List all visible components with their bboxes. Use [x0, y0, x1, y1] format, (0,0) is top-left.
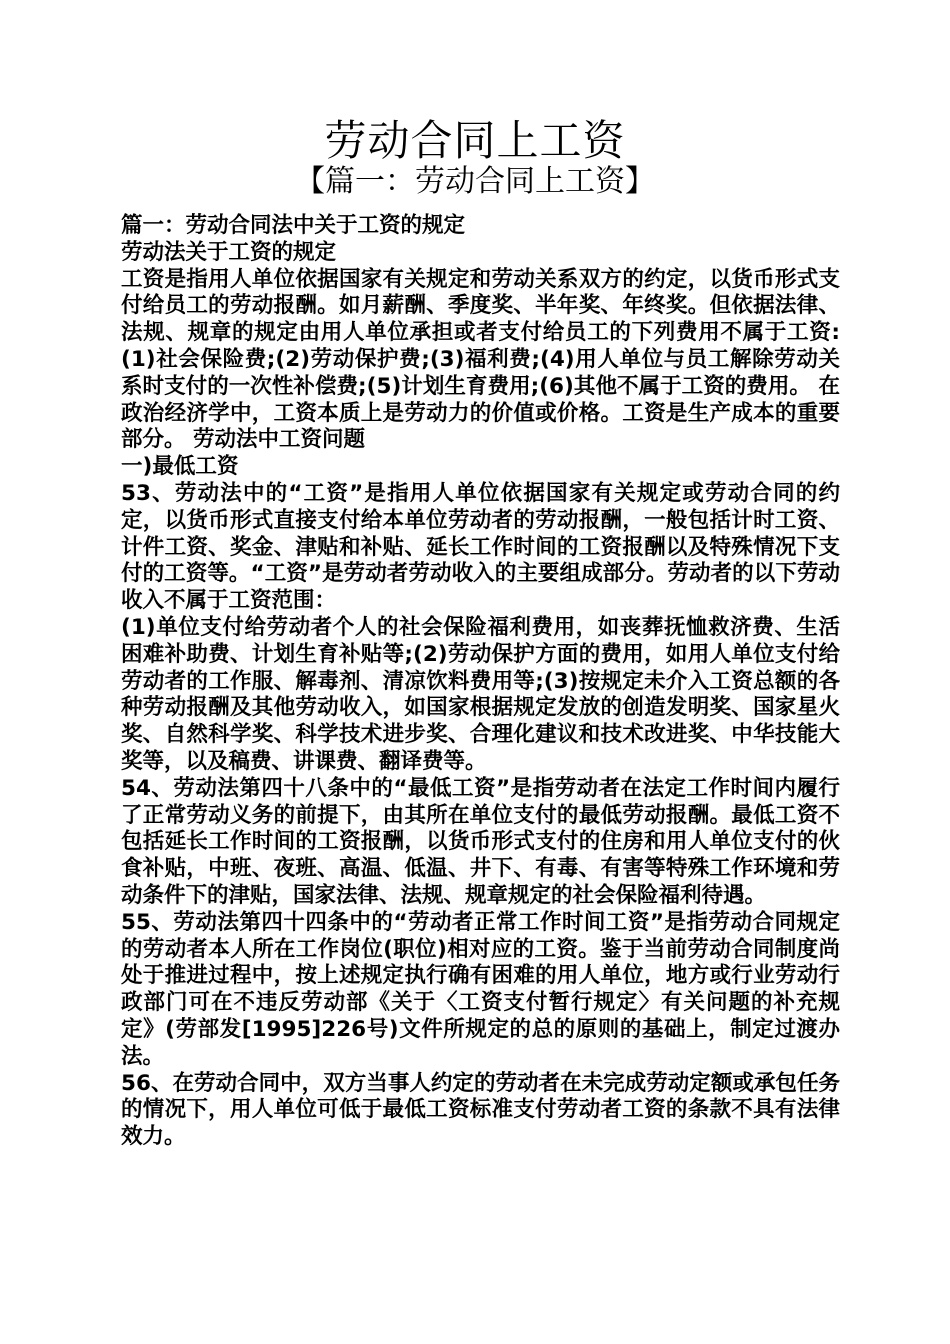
body-paragraph: 53、劳动法中的“工资”是指用人单位依据国家有关规定或劳动合同的约定，以货币形式直接支付给本单位劳动者的劳动报酬，一般包括计时工资、计件工资、奖金、津贴和补贴、延长工作时间的工资报酬以及特殊情况下支付的工资等。“工资”是劳动者劳动收入的主要组成部分。劳动者的以下劳动收入不属于工资范围： [121, 480, 840, 614]
body-paragraph: 55、劳动法第四十四条中的“劳动者正常工作时间工资”是指劳动合同规定的劳动者本人所在工作岗位(职位)相对应的工资。鉴于当前劳动合同制度尚处于推进过程中，按上述规定执行确有困难的用人单位，地方或行业劳动行政部门可在不违反劳动部《关于〈工资支付暂行规定〉有关问题的补充规定》(劳部发[1995]226号)文件所规定的总的原则的基础上，制定过渡办法。 [121, 909, 840, 1069]
section-heading: 劳动法关于工资的规定 [121, 239, 337, 265]
section-heading: 一)最低工资 [121, 454, 239, 480]
body-paragraph: 54、劳动法第四十八条中的“最低工资”是指劳动者在法定工作时间内履行了正常劳动义务的前提下，由其所在单位支付的最低劳动报酬。最低工资不包括延长工作时间的工资报酬，以货币形式支付的住房和用人单位支付的伙食补贴，中班、夜班、高温、低温、井下、有毒、有害等特殊工作环境和劳动条件下的津贴，国家法律、法规、规章规定的社会保险福利待遇。 [121, 775, 840, 908]
document-subtitle: 【篇一：劳动合同上工资】 [295, 164, 655, 199]
body-paragraph: (1)单位支付给劳动者个人的社会保险福利费用，如丧葬抚恤救济费、生活困难补助费、计划生育补贴等;(2)劳动保护方面的费用，如用人单位支付给劳动者的工作服、解毒剂、清凉饮料费用等;(3)按规定未介入工资总额的各种劳动报酬及其他劳动收入，如国家根据规定发放的创造发明奖、国家星火奖、自然科学奖、科学技术进步奖、合理化建议和技术改进奖、中华技能大奖等，以及稿费、讲课费、翻译费等。 [121, 614, 840, 774]
body-paragraph: 56、在劳动合同中，双方当事人约定的劳动者在未完成劳动定额或承包任务的情况下，用人单位可低于最低工资标准支付劳动者工资的条款不具有法律效力。 [121, 1070, 840, 1150]
document-body [115, 213, 840, 1151]
document-title: 劳动合同上工资 [324, 116, 626, 165]
section-heading: 篇一：劳动合同法中关于工资的规定 [121, 213, 466, 238]
body-paragraph: 工资是指用人单位依据国家有关规定和劳动关系双方的约定，以货币形式支付给员工的劳动报酬。如月薪酬、季度奖、半年奖、年终奖。但依据法律、法规、规章的规定由用人单位承担或者支付给员工的下列费用不属于工资:(1)社会保险费;(2)劳动保护费;(3)福利费;(4)用人单位与员工解除劳动关系时支付的一次性补偿费;(5)计划生育费用;(6)其他不属于工资的费用。 在政治经济学中，工资本质上是劳动力的价值或价格。工资是生产成本的重要部分。 劳动法中工资问题 [121, 266, 840, 453]
